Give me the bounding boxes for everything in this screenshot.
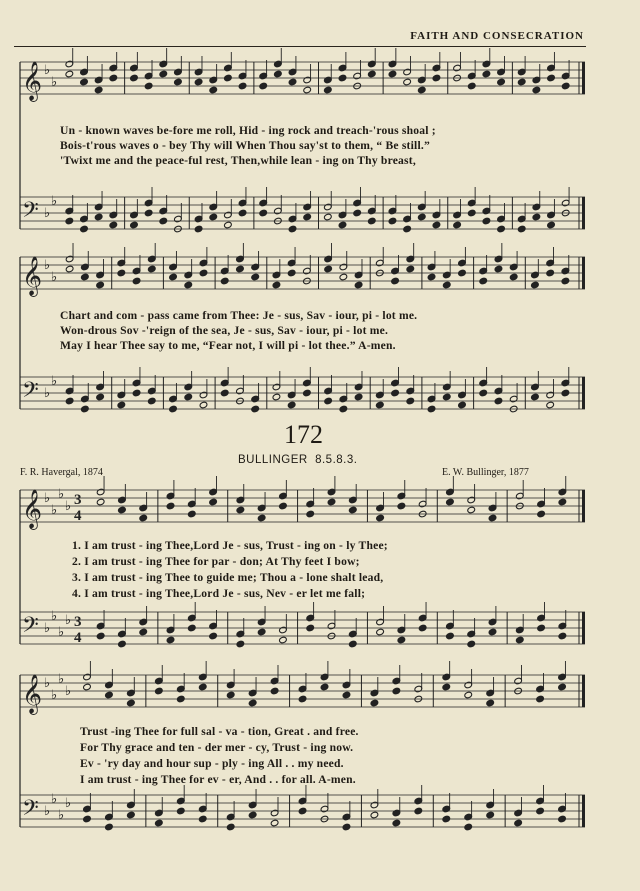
note-head	[187, 510, 196, 518]
flat-icon: ♭	[51, 609, 58, 624]
note-head	[367, 217, 376, 225]
note-head	[537, 510, 546, 518]
flat-icon: ♭	[44, 491, 51, 506]
note-head	[324, 213, 333, 221]
flat-icon: ♭	[58, 808, 65, 823]
flat-icon: ♭	[58, 487, 65, 502]
note-head	[432, 221, 441, 229]
flat-icon: ♭	[51, 194, 58, 209]
note-head	[376, 401, 385, 409]
lyric-line: 4. I am trust - ing Thee,Lord Je - sus, Nev - er let me fall;	[72, 587, 366, 600]
note-head	[370, 699, 379, 707]
note-head	[270, 819, 279, 827]
note-head	[259, 82, 268, 90]
note-head	[288, 225, 297, 233]
time-signature: 3	[74, 614, 82, 630]
note-head	[272, 281, 281, 289]
note-head	[561, 389, 570, 397]
lyric-line: For Thy grace and ten - der mer - cy, Trust - ing now.	[80, 741, 354, 754]
note-head	[467, 506, 476, 514]
note-head	[118, 506, 127, 514]
note-head	[558, 683, 567, 691]
composer-credit: E. W. Bullinger, 1877	[442, 467, 529, 478]
note-head	[147, 397, 156, 405]
note-head	[105, 823, 114, 831]
note-head	[339, 405, 348, 413]
note-head	[497, 225, 506, 233]
note-head	[132, 389, 141, 397]
note-head	[514, 819, 523, 827]
note-head	[236, 640, 245, 648]
note-head	[184, 281, 193, 289]
note-head	[257, 514, 266, 522]
treble-clef-icon: 𝄞	[22, 61, 43, 101]
note-head	[458, 269, 467, 277]
note-head	[155, 819, 164, 827]
note-head	[354, 393, 363, 401]
note-head	[248, 811, 257, 819]
lyric-line: Won-drous Sov -'reign of the sea, Je - sus, Sav - iour, pi - lot me.	[60, 324, 389, 337]
note-head	[80, 225, 89, 233]
note-head	[236, 506, 245, 514]
lyric-line: Un - known waves be-fore me roll, Hid - ing rock and treach-'rous shoal ;	[60, 124, 436, 137]
bass-clef-icon: 𝄢	[22, 796, 39, 826]
note-head	[274, 70, 283, 78]
note-head	[406, 397, 415, 405]
note-head	[432, 74, 441, 82]
note-head	[288, 78, 297, 86]
note-head	[367, 70, 376, 78]
note-head	[209, 86, 218, 94]
note-head	[547, 221, 556, 229]
note-head	[166, 502, 175, 510]
note-head	[303, 86, 312, 94]
note-head	[338, 221, 347, 229]
note-head	[209, 498, 218, 506]
tune-line	[238, 454, 357, 466]
note-head	[561, 277, 570, 285]
flat-icon: ♭	[51, 688, 58, 703]
note-head	[65, 265, 74, 273]
note-head	[248, 699, 257, 707]
note-head	[442, 393, 451, 401]
note-head	[532, 213, 541, 221]
note-head	[96, 632, 105, 640]
note-head	[370, 811, 379, 819]
note-head	[238, 82, 247, 90]
time-signature: 3	[74, 492, 82, 508]
note-head	[199, 401, 208, 409]
note-head	[427, 405, 436, 413]
note-head	[418, 624, 427, 632]
note-head	[531, 281, 540, 289]
note-head	[139, 514, 148, 522]
note-head	[561, 82, 570, 90]
flat-icon: ♭	[58, 625, 65, 640]
note-head	[537, 624, 546, 632]
lyric-line: Ev - 'ry day and hour sup - ply - ing All . . my need.	[80, 757, 344, 770]
note-head	[81, 405, 90, 413]
note-head	[417, 213, 426, 221]
note-head	[453, 221, 462, 229]
flat-icon: ♭	[44, 63, 51, 78]
note-head	[169, 405, 178, 413]
note-head	[96, 281, 105, 289]
note-head	[132, 277, 141, 285]
note-head	[376, 514, 385, 522]
note-head	[94, 86, 103, 94]
tune-name: BULLINGER	[238, 454, 308, 466]
note-head	[176, 807, 185, 815]
note-head	[226, 691, 235, 699]
note-head	[388, 70, 397, 78]
flat-icon: ♭	[51, 503, 58, 518]
note-head	[479, 389, 488, 397]
note-head	[324, 265, 333, 273]
note-head	[257, 628, 266, 636]
note-head	[339, 273, 348, 281]
note-head	[353, 209, 362, 217]
note-head	[479, 277, 488, 285]
flat-icon: ♭	[44, 804, 51, 819]
note-head	[486, 811, 495, 819]
note-head	[458, 401, 467, 409]
section-title: FAITH AND CONSECRATION	[410, 30, 584, 42]
note-head	[546, 401, 555, 409]
note-head	[376, 628, 385, 636]
note-head	[388, 217, 397, 225]
note-head	[127, 811, 136, 819]
note-head	[324, 86, 333, 94]
flat-icon: ♭	[51, 75, 58, 90]
note-head	[486, 699, 495, 707]
note-head	[531, 393, 540, 401]
note-head	[342, 691, 351, 699]
note-head	[220, 277, 229, 285]
note-head	[397, 502, 406, 510]
meter: 8.5.8.3.	[315, 454, 358, 466]
note-head	[83, 815, 92, 823]
note-head	[546, 269, 555, 277]
note-head	[391, 389, 400, 397]
flat-icon: ♭	[44, 386, 51, 401]
note-head	[169, 273, 178, 281]
note-head	[348, 640, 357, 648]
flat-icon: ♭	[65, 499, 72, 514]
flat-icon: ♭	[65, 613, 72, 628]
flat-icon: ♭	[51, 792, 58, 807]
note-head	[259, 209, 268, 217]
flat-icon: ♭	[65, 796, 72, 811]
note-head	[184, 393, 193, 401]
note-head	[298, 695, 307, 703]
flat-icon: ♭	[44, 258, 51, 273]
note-head	[354, 281, 363, 289]
note-head	[558, 815, 567, 823]
note-head	[118, 640, 127, 648]
lyric-line: 1. I am trust - ing Thee,Lord Je - sus, Trust - ing on - ly Thee;	[72, 539, 388, 552]
note-head	[392, 687, 401, 695]
note-head	[482, 70, 491, 78]
note-head	[94, 213, 103, 221]
note-head	[320, 683, 329, 691]
note-head	[417, 86, 426, 94]
note-head	[272, 393, 281, 401]
note-head	[65, 217, 74, 225]
note-head	[464, 823, 473, 831]
note-head	[403, 78, 412, 86]
note-head	[251, 273, 260, 281]
note-head	[403, 225, 412, 233]
note-head	[517, 225, 526, 233]
note-head	[117, 269, 126, 277]
note-head	[130, 74, 139, 82]
note-head	[176, 695, 185, 703]
note-head	[517, 78, 526, 86]
note-head	[174, 78, 183, 86]
note-head	[166, 636, 175, 644]
note-head	[497, 78, 506, 86]
note-head	[159, 217, 168, 225]
note-head	[144, 209, 153, 217]
note-head	[198, 683, 207, 691]
time-signature: 4	[74, 508, 82, 524]
hymn-number: 172	[284, 420, 323, 449]
lyric-line: Trust -ing Thee for full sal - va - tion, Great . and free.	[80, 725, 359, 738]
note-head	[547, 74, 556, 82]
note-head	[532, 86, 541, 94]
note-head	[509, 273, 518, 281]
note-head	[139, 628, 148, 636]
note-head	[488, 628, 497, 636]
note-head	[287, 269, 296, 277]
note-head	[397, 636, 406, 644]
note-head	[494, 265, 503, 273]
bass-clef-icon: 𝄢	[22, 198, 39, 228]
note-head	[442, 815, 451, 823]
lyric-line: Bois-t'rous waves o - bey Thy will When Thou say'st to them, “ Be still.”	[60, 139, 430, 152]
note-head	[209, 632, 218, 640]
note-head	[494, 397, 503, 405]
treble-clef-icon: 𝄞	[22, 674, 43, 714]
treble-clef-icon: 𝄞	[22, 489, 43, 529]
final-barline	[582, 795, 585, 827]
final-barline	[582, 490, 585, 522]
flat-icon: ♭	[44, 621, 51, 636]
flat-icon: ♭	[44, 676, 51, 691]
note-head	[194, 78, 203, 86]
note-head	[464, 691, 473, 699]
note-head	[270, 687, 279, 695]
note-head	[414, 807, 423, 815]
note-head	[96, 393, 105, 401]
note-head	[467, 209, 476, 217]
note-head	[442, 281, 451, 289]
bass-clef-icon: 𝄢	[22, 613, 39, 643]
treble-clef-icon: 𝄞	[22, 256, 43, 296]
note-head	[238, 209, 247, 217]
note-head	[187, 624, 196, 632]
final-barline	[582, 377, 585, 409]
note-head	[488, 514, 497, 522]
note-head	[536, 807, 545, 815]
note-head	[303, 389, 312, 397]
note-head	[306, 624, 315, 632]
note-head	[199, 269, 208, 277]
note-head	[406, 265, 415, 273]
note-head	[144, 82, 153, 90]
lyric-line: 3. I am trust - ing Thee to guide me; Thou a - lone shalt lead,	[72, 571, 384, 584]
lyric-line: I am trust - ing Thee for ev - er, And . . for all. A-men.	[80, 773, 356, 786]
note-head	[251, 405, 260, 413]
note-head	[236, 265, 245, 273]
lyric-line: May I hear Thee say to me, “Fear not, I will pi - lot thee.” A-men.	[60, 339, 396, 352]
final-barline	[582, 62, 585, 94]
note-head	[324, 397, 333, 405]
note-head	[558, 632, 567, 640]
final-barline	[582, 675, 585, 707]
flat-icon: ♭	[58, 672, 65, 687]
note-head	[109, 221, 118, 229]
note-head	[279, 636, 288, 644]
note-head	[224, 74, 233, 82]
note-head	[147, 265, 156, 273]
note-head	[127, 699, 136, 707]
note-head	[536, 695, 545, 703]
flat-icon: ♭	[44, 206, 51, 221]
note-head	[342, 823, 351, 831]
note-head	[287, 401, 296, 409]
final-barline	[582, 257, 585, 289]
note-head	[198, 815, 207, 823]
note-head	[130, 221, 139, 229]
note-head	[81, 273, 90, 281]
flat-icon: ♭	[65, 684, 72, 699]
time-signature: 4	[74, 630, 82, 646]
flat-icon: ♭	[51, 374, 58, 389]
note-head	[446, 498, 455, 506]
bass-clef-icon: 𝄢	[22, 378, 39, 408]
final-barline	[582, 197, 585, 229]
flat-icon: ♭	[51, 270, 58, 285]
note-head	[65, 397, 74, 405]
author-credit: F. R. Havergal, 1874	[20, 467, 103, 478]
note-head	[109, 74, 118, 82]
note-head	[442, 683, 451, 691]
note-head	[159, 70, 168, 78]
note-head	[348, 506, 357, 514]
note-head	[467, 640, 476, 648]
note-head	[327, 498, 336, 506]
note-head	[298, 807, 307, 815]
note-head	[155, 687, 164, 695]
note-head	[80, 78, 89, 86]
note-head	[224, 221, 233, 229]
note-head	[117, 401, 126, 409]
note-head	[558, 498, 567, 506]
note-head	[194, 225, 203, 233]
note-head	[96, 498, 105, 506]
note-head	[220, 389, 229, 397]
final-barline	[582, 612, 585, 644]
note-head	[391, 277, 400, 285]
note-head	[279, 502, 288, 510]
note-head	[65, 70, 74, 78]
note-head	[338, 74, 347, 82]
lyric-line: 'Twixt me and the peace-ful rest, Then,while lean - ing on Thy breast,	[60, 154, 416, 167]
note-head	[515, 636, 524, 644]
note-head	[105, 691, 114, 699]
note-head	[303, 213, 312, 221]
note-head	[392, 819, 401, 827]
lyric-line: 2. I am trust - ing Thee for par - don; At Thy feet I bow;	[72, 555, 360, 568]
note-head	[427, 273, 436, 281]
lyric-line: Chart and com - pass came from Thee: Je - sus, Sav - iour, pi - lot me.	[60, 309, 418, 322]
note-head	[226, 823, 235, 831]
note-head	[482, 217, 491, 225]
note-head	[83, 683, 92, 691]
note-head	[446, 632, 455, 640]
note-head	[467, 82, 476, 90]
note-head	[306, 510, 315, 518]
note-head	[209, 213, 218, 221]
